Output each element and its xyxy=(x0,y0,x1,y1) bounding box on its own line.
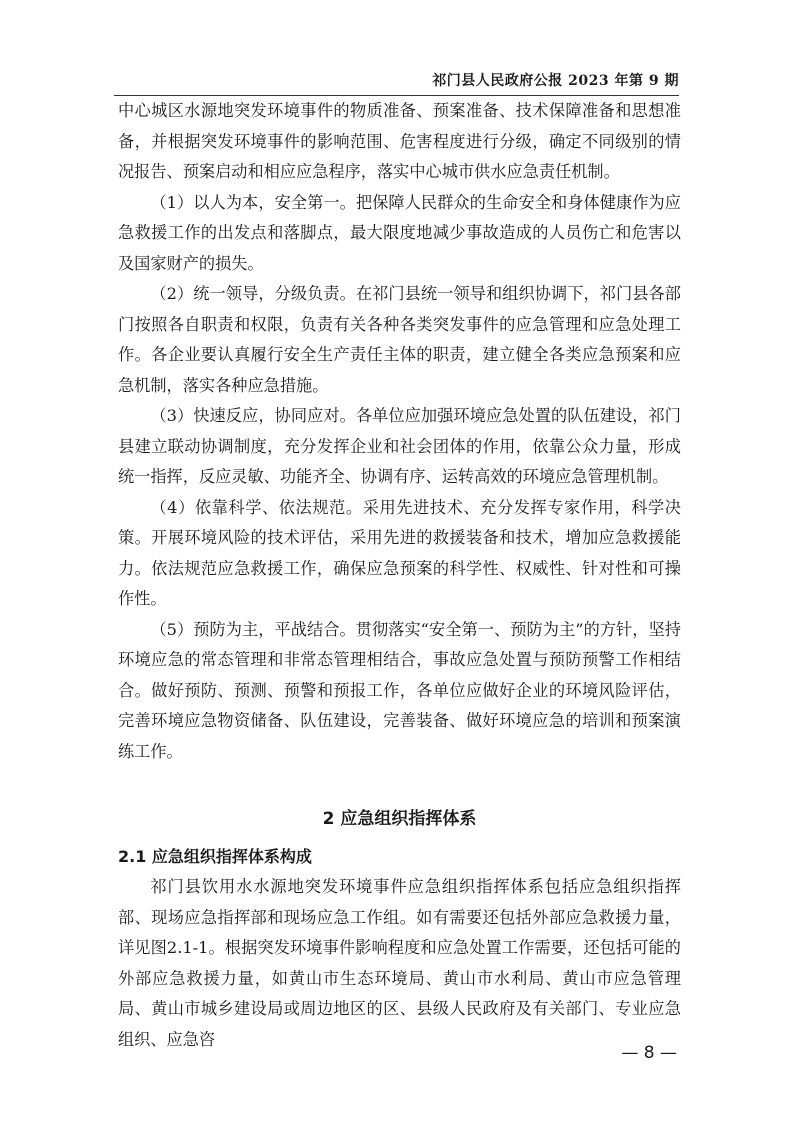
principle-5-paragraph: （5）预防为主，平战结合。贯彻落实“安全第一、预防为主”的方针，坚持环境应急的常态管理和非常态管理相结合，事故应急处置与预防预警工作相结合。做好预防、预测、预警和预报工作，各单位应做好企业的环境风险评估，完善环境应急物资储备、队伍建设，完善装备、做好环境应急的培训和预案演练工作。 xyxy=(118,619,681,761)
continuation-paragraph: 中心城区水源地突发环境事件的物质准备、预案准备、技术保障准备和思想准备，并根据突发环境事件的影响范围、危害程度进行分级，确定不同级别的情况报告、预案启动和相应应急程序，落实中心城市供水应急责任机制。 xyxy=(118,101,681,181)
section-2-heading: 2 应急组织指挥体系 xyxy=(322,809,477,829)
running-header: 祁门县人民政府公报 2023 年第 9 期 xyxy=(432,73,679,89)
subsection-2-1-paragraph: 祁门县饮用水水源地突发环境事件应急组织指挥体系包括应急组织指挥部、现场应急指挥部和现场应急工作组。如有需要还包括外部应急救援力量，详见图2.1-1。根据突发环境事件影响程度和应急处置工作需要，还包括可能的外部应急救援力量，如黄山市生态环境局、黄山市水利局、黄山市应急管理局、黄山市城乡建设局或周边地区的区、县级人民政府及有关部门、专业应急组织、应急咨 xyxy=(118,877,681,1049)
document-body xyxy=(118,96,681,1055)
subsection-2-1-heading: 2.1 应急组织指挥体系构成 xyxy=(118,847,312,866)
page-number: — 8 — xyxy=(621,1043,677,1063)
principle-4-paragraph: （4）依靠科学、依法规范。采用先进技术、充分发挥专家作用，科学决策。开展环境风险的技术评估，采用先进的救援装备和技术，增加应急救援能力。依法规范应急救援工作，确保应急预案的科学性、权威性、针对性和可操作性。 xyxy=(118,497,681,608)
principle-3-paragraph: （3）快速反应，协同应对。各单位应加强环境应急处置的队伍建设，祁门县建立联动协调制度，充分发挥企业和社会团体的作用，依靠公众力量，形成统一指挥，反应灵敏、功能齐全、协调有序、运转高效的环境应急管理机制。 xyxy=(118,406,681,486)
principle-1-paragraph: （1）以人为本，安全第一。把保障人民群众的生命安全和身体健康作为应急救援工作的出发点和落脚点，最大限度地减少事故造成的人员伤亡和危害以及国家财产的损失。 xyxy=(118,192,681,273)
principle-2-paragraph: （2）统一领导，分级负责。在祁门县统一领导和组织协调下，祁门县各部门按照各自职责和权限，负责有关各种各类突发事件的应急管理和应急处理工作。各企业要认真履行安全生产责任主体的职责，建立健全各类应急预案和应急机制，落实各种应急措施。 xyxy=(118,284,681,395)
